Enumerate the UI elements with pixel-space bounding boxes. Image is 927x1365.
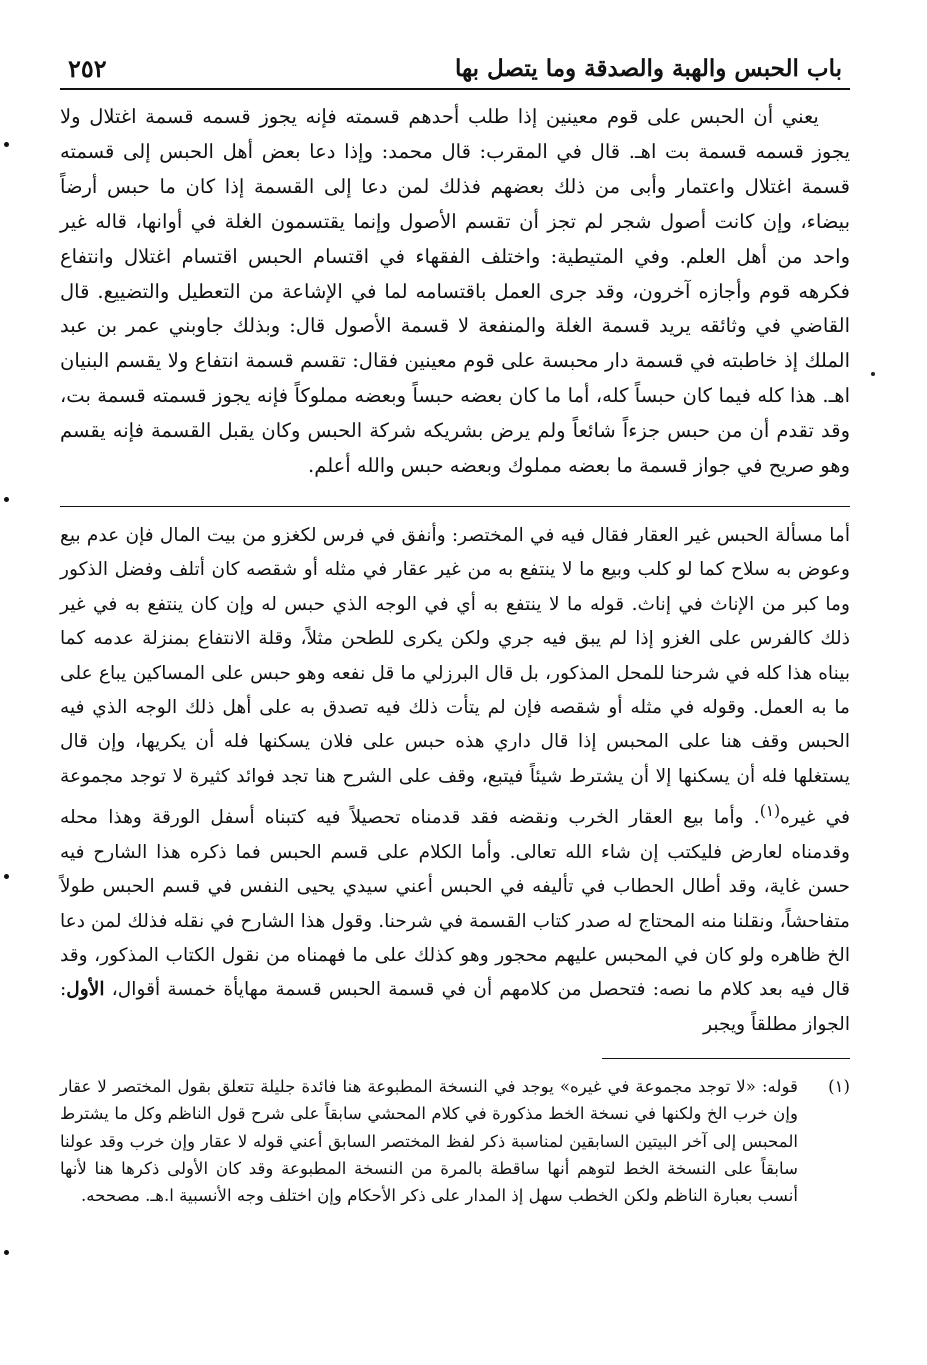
running-title: باب الحبس والهبة والصدقة وما يتصل بها bbox=[455, 55, 842, 82]
commentary bbox=[60, 519, 850, 1042]
book-page bbox=[60, 52, 850, 1209]
commentary-text: : الجواز مطلقاً ويجبر bbox=[60, 979, 850, 1035]
main-paragraph: يعني أن الحبس على قوم معينين إذا طلب أحدهم قسمته فإنه يجوز قسمه قسمة اغتلال ولا يجوز قسمه قسمة بت اهـ. قال في المقرب: قال محمد: وإذا دعا بعض أهل الحبس إلى قسمته قسمة اغتلال واعتمار وأبى من ذلك بعضهم فذلك لمن دعا إلى القسمة إذا كان ما حبس أرضاً بيضاء، وإن كانت أصول شجر لم تجز أن تقسم الأصول وإنما يقتسمون الغلة في أوانها، قاله غير واحد من أهل العلم. وفي المتيطية: واختلف الفقهاء في اقتسام الحبس اقتسام اغتلال وانتفاع فكرهه قوم وأجازه آخرون، وقد جرى العمل باقتسامه لما في الإشاعة من التعطيل والتضييع. قال القاضي في وثائقه يريد قسمة الغلة والمنفعة لا قسمة الأصول قال: وبذلك جاوبني عمر بن عبد الملك إذ خاطبته في قسمة دار محبسة على قوم معينين فقال: تقسم قسمة انتفاع ولا يقسم البنيان اهـ. هذا كله فيما كان حبساً كله، أما ما كان بعضه حبساً وبعضه مملوكاً فإنه يجوز قسمته قسمة بت، وقد تقدم أن من حبس جزءاً شائعاً ولم يرض بشريكه شركة الحبس وكان يقبل القسمة فإنه يقسم وهو صريح في جواز قسمة ما بعضه مملوك وبعضه حبس والله أعلم. bbox=[60, 105, 850, 478]
footnote-reference: (١) bbox=[759, 802, 781, 821]
commentary-text: . وأما بيع العقار الخرب ونقضه فقد قدمناه تحصيلاً فيه كتبناه أسفل الورقة وهذا محله وقدمناه لعارض فليكتب إن شاء الله تعالى. وأما الكلام على قسم الحبس فما ذكره هذا الشارح فيه حسن غاية، وقد أطال الحطاب في تأليفه في الحبس أعني سيدي يحيى النفس في قسم الحبس طولاً متفاحشاً، ونقلنا منه المحتاج له صدر كتاب القسمة في شرحنا. وقول هذا الشارح في نقله فذلك لمن دعا الخ ظاهره ولو كان في المحبس عليهم محجور وهو كذلك على ما فهمناه من نقول الكتاب المذكور، وقد قال فيه بعد كلام ما نصه: فتحصل من كلامهم أن في قسمة الحبس قسمة مهايأة خمسة أقوال، bbox=[60, 807, 850, 1001]
page-number: ٢٥٢ bbox=[68, 54, 107, 83]
footnote bbox=[60, 1073, 850, 1209]
section-divider bbox=[60, 506, 850, 507]
commentary-text: أما مسألة الحبس غير العقار فقال فيه في المختصر: وأنفق في فرس لكغزو من بيت المال فإن عدم بيع وعوض به سلاح كما لو كلب وبيع ما لا ينتفع به من غير عقار في مثله أو شقصه كان أتلف وفضل الذكور وما كبر من الإناث في إناث. قوله ما لا ينتفع به أي في الوجه الذي حبس له وإن كان ينتفع به في غير ذلك كالفرس على الغزو إذا لم يبق فيه جري ولكن يكرى للطحن مثلاً، وقلة الانتفاع بمنزلة عدمه كما بيناه هذا كله في شرحنا للمحل المذكور، بل قال البرزلي ما قل نفعه وهو حبس على المساكين يباع على ما به العمل. وقوله في مثله أو شقصه فإن لم يتأت ذلك فيه تصدق به على أهل ذلك الوجه الذي فيه الحبس وقف هنا على المحبس إذا قال داري هذه حبس على فلان يسكنها فله أن يكريها، وإن قال يستغلها فله أن يسكنها إلا أن يشترط شيئاً فيتبع، وقف على الشرح هنا تجد فوائد كثيرة لا توجد مجموعة في غيره bbox=[60, 524, 850, 829]
edge-mark bbox=[871, 372, 875, 376]
footnote-rule bbox=[602, 1058, 850, 1059]
main-text bbox=[60, 100, 850, 484]
footnote-paragraph bbox=[60, 1073, 850, 1209]
commentary-paragraph bbox=[60, 519, 850, 1042]
footnote-number: (١) bbox=[828, 1077, 850, 1097]
bold-term: الأول bbox=[66, 979, 105, 1001]
binding-mark bbox=[4, 1250, 9, 1255]
page-header bbox=[60, 52, 850, 90]
binding-mark bbox=[4, 874, 9, 879]
binding-mark bbox=[4, 497, 9, 502]
footnote-text: قوله: «لا توجد مجموعة في غيره» يوجد في النسخة المطبوعة هنا فائدة جليلة تتعلق بقول المختصر لا عقار وإن خرب الخ ولكنها في نسخة الخط مذكورة في كلام المحشي سابقاً على شرح قول الناظم وكل ما يشترط المحبس إلى آخر البيتين السابقين لمناسبة ذكر لفظ المختصر السابق أعني قوله لا عقار وإن خرب وقد عولنا سابقاً على النسخة الخط لتوهم أنها ساقطة بالمرة من النسخة المطبوعة وقد كان الأولى ذكرها هنا لأنها أنسب بعبارة الناظم ولكن الخطب سهل إذ المدار على ذكر الأحكام وإن اختلف وجه الأنسبية ا.هـ. مصححه. bbox=[60, 1077, 798, 1206]
binding-mark bbox=[4, 142, 9, 147]
